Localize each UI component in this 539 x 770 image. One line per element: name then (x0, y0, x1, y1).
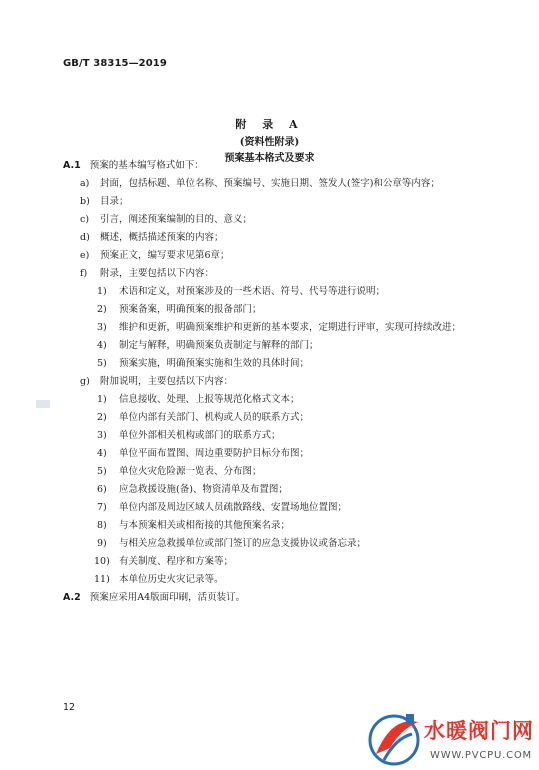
watermark-title: 水暖阀门网 (424, 719, 534, 743)
sub-list-marker: 4) (97, 340, 107, 351)
scan-mark (36, 400, 50, 408)
sub-list-item-text: 单位平面布置图、周边重要防护目标分布图； (119, 448, 310, 459)
list-item (80, 231, 90, 244)
list-item-text: 封面，包括标题、单位名称、预案编号、实施日期、签发人(签字)和公章等内容； (100, 178, 440, 189)
sub-list-item-text: 预案实施，明确预案实施和生效的具体时间； (119, 358, 310, 369)
sub-list-marker: 8) (97, 520, 107, 531)
list-item (80, 213, 89, 226)
sub-list-item-text: 与本预案相关或相衔接的其他预案名录； (119, 520, 291, 531)
watermark-url: WWW.PVCPU.COM (430, 750, 532, 761)
list-item-text: 目录； (100, 196, 129, 207)
sub-list-marker: 5) (97, 466, 107, 477)
list-marker: c) (80, 214, 90, 225)
list-item-text: 引言，阐述预案编制的目的、意义； (100, 214, 253, 225)
clause-text: 预案的基本编写格式如下： (89, 160, 204, 171)
sub-list-item-text: 术语和定义，对预案涉及的一些术语、符号、代号等进行说明； (119, 286, 386, 297)
sub-list-item-text: 本单位历史火灾记录等。 (119, 574, 224, 585)
list-item-text: 预案正文，编写要求见第6章； (100, 250, 230, 261)
sub-list-item-text: 维护和更新，明确预案维护和更新的基本要求，定期进行评审，实现可持续改进； (119, 322, 462, 333)
list-item (80, 177, 89, 190)
appendix-title: 预案基本格式及要求 (224, 153, 315, 164)
sub-list-marker: 9) (97, 538, 107, 549)
list-marker: g) (80, 376, 90, 387)
appendix-type: (资料性附录) (239, 137, 300, 148)
sub-list-marker: 7) (97, 502, 107, 513)
sub-list-marker: 11) (94, 574, 110, 585)
sub-list-marker: 1) (97, 286, 107, 297)
list-item (80, 267, 87, 280)
sub-list-marker: 3) (97, 322, 107, 333)
page-number: 12 (63, 702, 76, 713)
site-watermark (358, 704, 539, 770)
clause-number: A.1 (63, 160, 81, 171)
sub-list-marker: 3) (97, 430, 107, 441)
sub-list-item-text: 预案备案，明确预案的报备部门； (119, 304, 262, 315)
sub-list-item-text: 单位内部及周边区域人员疏散路线、安置场地位置图； (119, 502, 348, 513)
list-marker: e) (80, 250, 90, 261)
sub-list-marker: 10) (94, 556, 110, 567)
list-marker: f) (80, 268, 88, 279)
list-item (80, 195, 90, 208)
sub-list-item-text: 应急救援设施(备)、物资清单及布置图； (119, 484, 288, 495)
sub-list-marker: 2) (97, 412, 107, 423)
standard-code: GB/T 38315—2019 (63, 58, 167, 69)
list-marker: d) (80, 232, 90, 243)
clause-text: 预案应采用A4版面印刷，活页装订。 (89, 592, 246, 603)
appendix-heading (0, 116, 539, 163)
sub-list-item-text: 制定与解释，明确预案负责制定与解释的部门； (119, 340, 319, 351)
clause-a2 (63, 591, 245, 604)
list-marker: b) (80, 196, 90, 207)
list-item-text: 概述，概括描述预案的内容； (100, 232, 224, 243)
pipe-valve-logo-icon (366, 708, 422, 768)
list-marker: a) (80, 178, 90, 189)
list-item-text: 附加说明，主要包括以下内容： (100, 376, 234, 387)
sub-list-marker: 6) (97, 484, 107, 495)
sub-list-marker: 1) (97, 394, 107, 405)
sub-list-item-text: 有关制度、程序和方案等； (119, 556, 234, 567)
sub-list-marker: 5) (97, 358, 107, 369)
sub-list-marker: 4) (97, 448, 107, 459)
sub-list-item-text: 单位内部有关部门、机构或人员的联系方式； (119, 412, 310, 423)
clause-number: A.2 (63, 592, 81, 603)
sub-list-marker: 2) (97, 304, 107, 315)
list-item-text: 附录，主要包括以下内容： (100, 268, 215, 279)
sub-list-item-text: 与相关应急救援单位或部门签订的应急支援协议或备忘录； (119, 538, 367, 549)
list-item (80, 249, 89, 262)
clause-a1 (63, 159, 204, 172)
sub-list-item-text: 单位外部相关机构或部门的联系方式； (119, 430, 281, 441)
sub-list-item-text: 单位火灾危险源一览表、分布图； (119, 466, 262, 477)
appendix-label: 附 录 A (235, 118, 304, 131)
sub-list-item-text: 信息接收、处理、上报等规范化格式文本； (119, 394, 300, 405)
